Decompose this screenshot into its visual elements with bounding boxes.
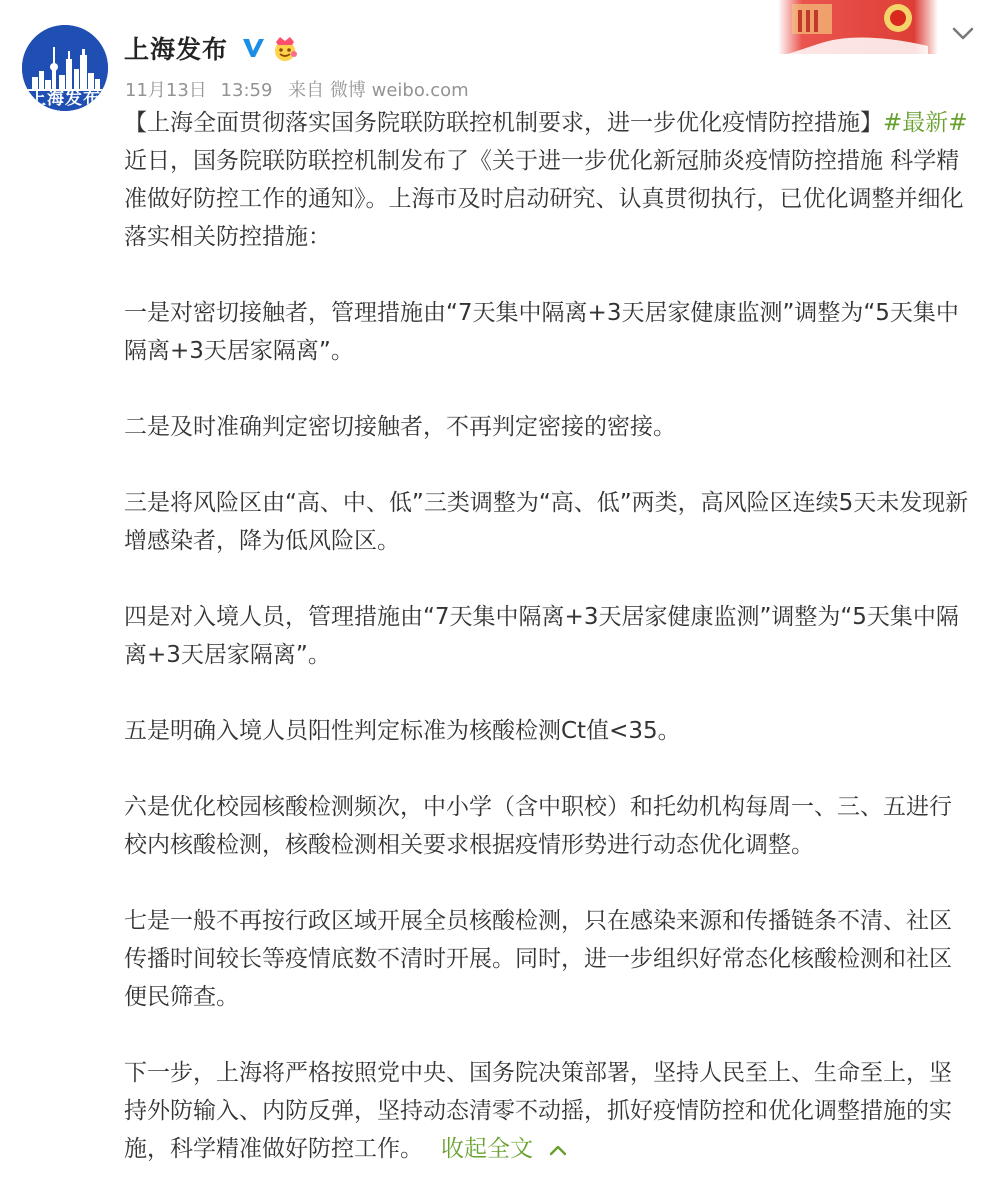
measure-item-5: 五是明确入境人员阳性判定标准为核酸检测Ct值<35。 (124, 718, 681, 744)
account-row (124, 30, 300, 66)
measure-item-4: 四是对入境人员，管理措施由“7天集中隔离+3天居家健康监测”调整为“5天集中隔离+3天居家隔离”。 (124, 604, 959, 668)
hashtag-link[interactable]: #最新# (883, 110, 968, 136)
closing-paragraph (124, 1054, 972, 1168)
post-date: 11月13日 (125, 80, 207, 101)
closing-text: 下一步，上海将严格按照党中央、国务院决策部署，坚持人民至上、生命至上，坚持外防输入、内防反弹，坚持动态清零不动摇，抓好疫情防控和优化调整措施的实施，科学精准做好防控工作。 (124, 1060, 952, 1162)
post-source[interactable]: 来自 微博 weibo.com (288, 80, 469, 101)
intro-text: 近日，国务院联防联控机制发布了《关于进一步优化新冠肺炎疫情防控措施 科学精准做好防控工作的通知》。上海市及时启动研究、认真贯彻执行，已优化调整并细化落实相关防控措施： (124, 148, 964, 250)
collapse-button[interactable]: 收起全文 (441, 1136, 533, 1162)
chevron-down-icon[interactable] (950, 20, 976, 46)
measure-item-1: 一是对密切接触者，管理措施由“7天集中隔离+3天居家健康监测”调整为“5天集中隔离+3天居家隔离”。 (124, 300, 959, 364)
vip-crown-icon[interactable] (270, 34, 300, 62)
avatar[interactable] (22, 25, 108, 111)
post-content (124, 104, 972, 1168)
chevron-up-icon[interactable] (547, 1143, 569, 1157)
measure-item-6: 六是优化校园核酸检测频次，中小学（含中职校）和托幼机构每周一、三、五进行校内核酸检测，核酸检测相关要求根据疫情形势进行动态优化调整。 (124, 794, 952, 858)
post-meta (125, 76, 469, 102)
measure-item-3: 三是将风险区由“高、中、低”三类调整为“高、低”两类，高风险区连续5天未发现新增感染者，降为低风险区。 (124, 490, 969, 554)
verified-v-icon (240, 35, 266, 61)
avatar-label: 上海发布 (29, 89, 101, 109)
post-time: 13:59 (220, 80, 273, 101)
intro-title: 【上海全面贯彻落实国务院联防联控机制要求，进一步优化疫情防控措施】 (124, 110, 883, 136)
decorative-banner (778, 0, 938, 54)
intro-paragraph (124, 104, 972, 256)
account-name[interactable]: 上海发布 (124, 35, 229, 64)
measure-item-2: 二是及时准确判定密切接触者，不再判定密接的密接。 (124, 414, 676, 440)
measure-item-7: 七是一般不再按行政区域开展全员核酸检测，只在感染来源和传播链条不清、社区传播时间较长等疫情底数不清时开展。同时，进一步组织好常态化核酸检测和社区便民筛查。 (124, 908, 952, 1010)
